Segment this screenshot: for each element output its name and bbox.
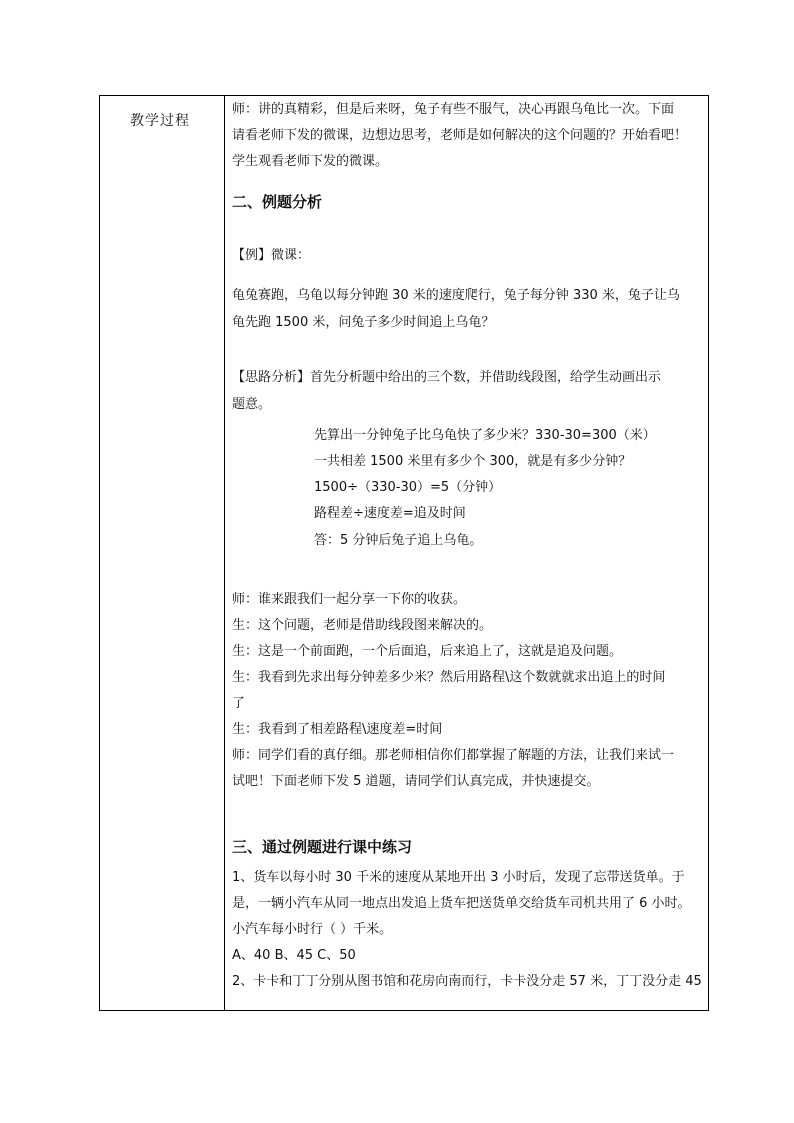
text-line: 师：同学们看的真仔细。那老师相信你们都掌握了解题的方法，让我们来试一 [232, 748, 675, 763]
text-line: 生：我看到先求出每分钟差多少米？然后用路程\这个数就就求出追上的时间 [232, 670, 666, 685]
text-line: 答：5 分钟后兔子追上乌龟。 [314, 533, 483, 548]
text-line: 师：讲的真精彩，但是后来呀，兔子有些不服气，决心再跟乌龟比一次。下面 [232, 102, 675, 117]
text-line: 试吧！下面老师下发 5 道题，请同学们认真完成，并快速提交。 [232, 774, 600, 789]
lesson-table [99, 95, 709, 1011]
text-line: 龟兔赛跑，乌龟以每分钟跑 30 米的速度爬行，兔子每分钟 330 米，兔子让乌 [232, 288, 680, 303]
text-line: 【思路分析】首先分析题中给出的三个数，并借助线段图，给学生动画出示 [232, 370, 662, 385]
section-heading: 二、例题分析 [232, 193, 323, 211]
text-line: 【例】微课： [232, 248, 311, 263]
text-line: 了 [232, 696, 246, 711]
text-line: 一共相差 1500 米里有多少个 300，就是有多少分钟？ [314, 454, 632, 469]
text-line: 请看老师下发的微课，边想边思考，老师是如何解决的这个问题的？开始看吧！ [232, 128, 688, 143]
text-line: 生：这是一个前面跑，一个后面追，后来追上了，这就是追及问题。 [232, 644, 623, 659]
column-divider [224, 96, 225, 1010]
text-line: 题意。 [232, 397, 272, 412]
text-line: 生：我看到了相差路程\速度差=时间 [232, 722, 443, 737]
text-line: 先算出一分钟兔子比乌龟快了多少米？330-30=300（米） [314, 428, 656, 443]
text-line: 1500÷（330-30）=5（分钟） [314, 480, 502, 495]
text-line: 2、卡卡和丁丁分别从图书馆和花房向南而行，卡卡没分走 57 米，丁丁没分走 45 [232, 974, 702, 989]
text-line: 生：这个问题，老师是借助线段图来解决的。 [232, 618, 493, 633]
text-line: 路程差÷速度差=追及时间 [314, 506, 466, 521]
text-line: 师：谁来跟我们一起分享一下你的收获。 [232, 592, 467, 607]
text-line: 1、货车以每小时 30 千米的速度从某地开出 3 小时后，发现了忘带送货单。于 [232, 870, 685, 885]
section-heading: 三、通过例题进行课中练习 [232, 838, 413, 856]
text-line: 龟先跑 1500 米，问兔子多少时间追上乌龟？ [232, 315, 495, 330]
text-line: 学生观看老师下发的微课。 [232, 154, 389, 169]
text-line: A、40 B、45 C、50 [232, 948, 356, 963]
text-line: 小汽车每小时行（ ）千米。 [232, 922, 393, 937]
text-line: 是，一辆小汽车从同一地点出发追上货车把送货单交给货车司机共用了 6 小时。 [232, 896, 691, 911]
section-label: 教学过程 [130, 113, 190, 129]
